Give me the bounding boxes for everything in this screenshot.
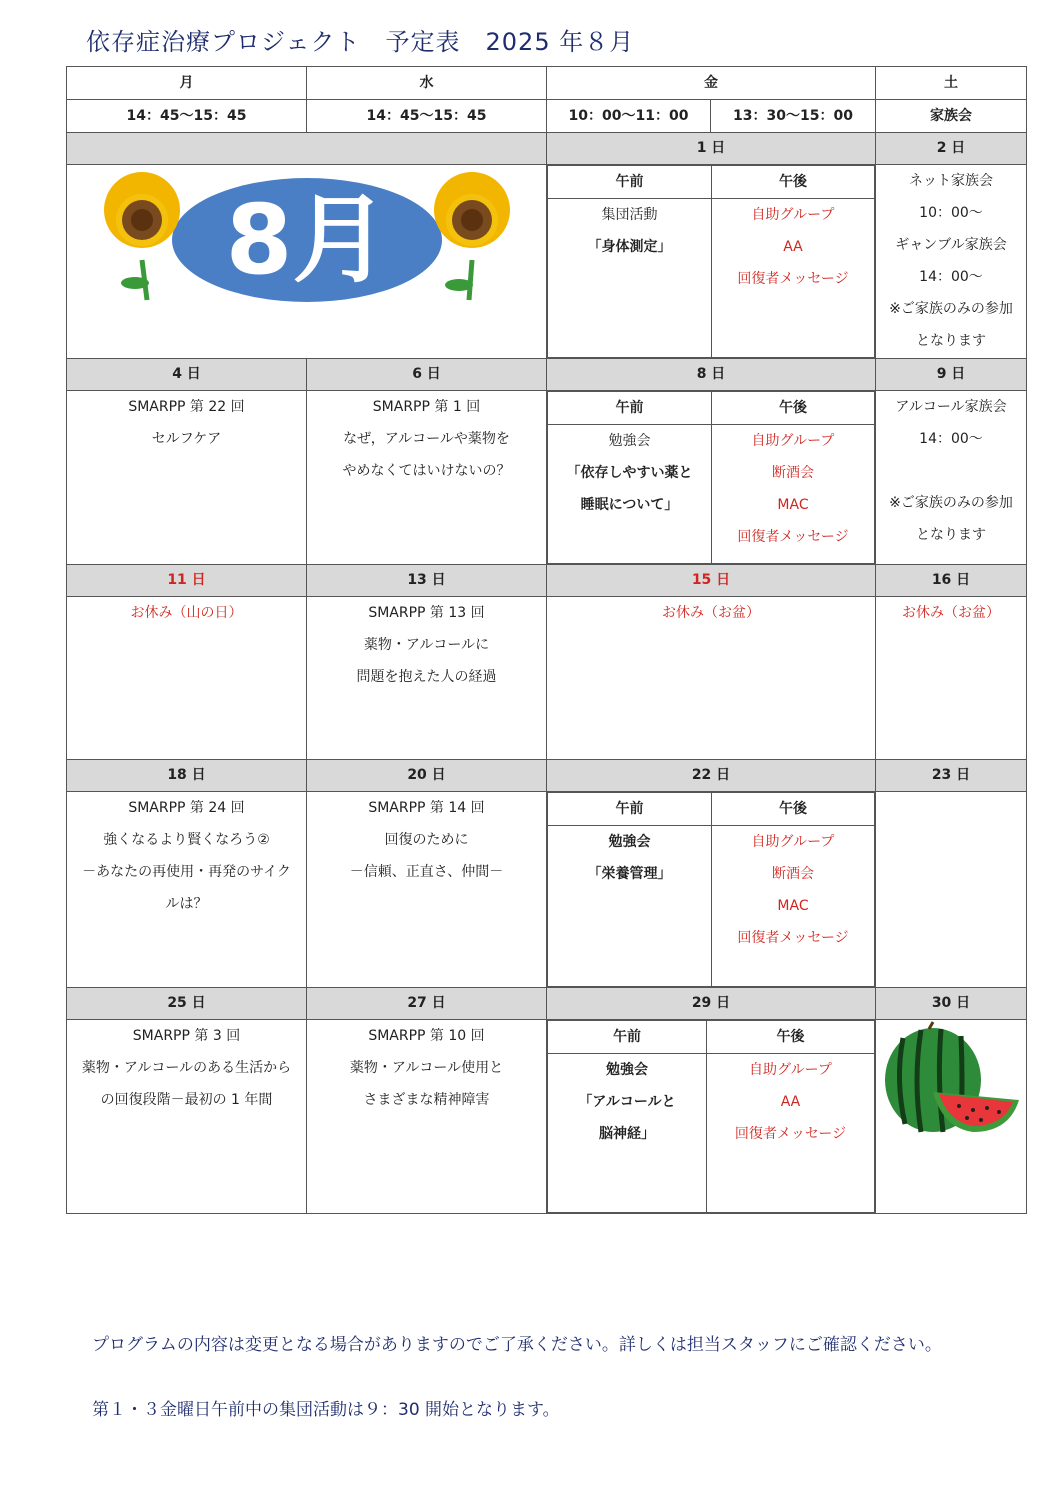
sunflower-august-banner <box>87 165 527 315</box>
sat-line: 14：00～ <box>919 431 983 447</box>
am-line: 脳神経」 <box>599 1126 655 1142</box>
am-line: 「栄養管理」 <box>587 866 672 882</box>
holiday-text: お休み（お盆） <box>662 605 760 621</box>
sat-16-cell <box>876 597 1027 760</box>
col-header-fri: 金 <box>547 67 876 100</box>
fri-29-cell <box>547 1020 876 1214</box>
mon-18-cell <box>67 792 307 988</box>
august-banner-cell <box>67 165 547 359</box>
am-label: 午前 <box>548 1021 707 1054</box>
mon-4-cell <box>67 391 307 565</box>
pm-label: 午後 <box>712 166 875 199</box>
wed-20-cell <box>307 792 547 988</box>
mon-25-cell <box>67 1020 307 1214</box>
wed-line: なぜ，アルコールや薬物を <box>343 431 510 447</box>
sat-30-cell <box>876 1020 1027 1214</box>
wed-line: さまざまな精神障害 <box>363 1092 490 1108</box>
sat-line: ※ご家族のみの参加 <box>889 301 1013 317</box>
col-header-mon: 月 <box>67 67 307 100</box>
am-label: 午前 <box>548 793 712 826</box>
sat-line: 14：00～ <box>919 269 983 285</box>
pm-line: 回復者メッセージ <box>737 930 849 946</box>
am-label: 午前 <box>548 392 712 425</box>
date-mon: 18 日 <box>67 760 307 792</box>
holiday-text: お休み（山の日） <box>130 605 243 621</box>
am-line: 勉強会 <box>608 834 651 850</box>
am-line: 集団活動 <box>601 207 658 223</box>
pm-label: 午後 <box>712 793 875 826</box>
sat-line: ギャンブル家族会 <box>895 237 1007 253</box>
sat-2-cell <box>876 165 1027 359</box>
mon-line: SMARPP 第 3 回 <box>132 1028 241 1044</box>
mon-line: ルは？ <box>165 896 208 912</box>
wed-line: 問題を抱えた人の経過 <box>356 669 497 685</box>
am-label: 午前 <box>548 166 712 199</box>
mon-line: セルフケア <box>151 431 222 447</box>
pm-line: MAC <box>777 898 809 914</box>
wed-line: SMARPP 第 1 回 <box>372 399 481 415</box>
blank-date-cell <box>67 133 547 165</box>
date-fri-holiday: 15 日 <box>547 565 876 597</box>
sat-23-cell <box>876 792 1027 988</box>
wed-line: SMARPP 第 14 回 <box>368 800 485 816</box>
footnote-start-time: 第１・３金曜日午前中の集団活動は９：30 開始となります。 <box>92 1400 560 1420</box>
mon-line: 強くなるより賢くなろう② <box>103 832 270 848</box>
sunflower-left-icon <box>104 172 180 300</box>
date-sat: 9 日 <box>876 359 1027 391</box>
time-fri-am: 10：00～11：00 <box>547 100 711 133</box>
pm-label: 午後 <box>707 1021 875 1054</box>
date-mon: 25 日 <box>67 988 307 1020</box>
date-sat: 2 日 <box>876 133 1027 165</box>
wed-line: SMARPP 第 10 回 <box>368 1028 485 1044</box>
sat-line: アルコール家族会 <box>895 399 1007 415</box>
date-fri: 8 日 <box>547 359 876 391</box>
fri-15-cell <box>547 597 876 760</box>
time-fri-pm: 13：30～15：00 <box>711 100 876 133</box>
time-wed: 14：45～15：45 <box>307 100 547 133</box>
wed-line: SMARPP 第 13 回 <box>368 605 485 621</box>
holiday-text: お休み（お盆） <box>902 605 1000 621</box>
pm-line: 断酒会 <box>772 866 814 882</box>
date-wed: 27 日 <box>307 988 547 1020</box>
sat-spacer <box>876 455 1026 487</box>
date-fri: 29 日 <box>547 988 876 1020</box>
pm-label: 午後 <box>712 392 875 425</box>
date-sat: 16 日 <box>876 565 1027 597</box>
time-sat: 家族会 <box>876 100 1027 133</box>
wed-line: 薬物・アルコールに <box>363 637 490 653</box>
mon-line: の回復段階－最初の 1 年間 <box>100 1092 273 1108</box>
pm-line: 自助グループ <box>749 1062 832 1078</box>
date-fri: 22 日 <box>547 760 876 792</box>
pm-line: 断酒会 <box>772 465 814 481</box>
mon-line: SMARPP 第 24 回 <box>128 800 245 816</box>
time-mon: 14：45～15：45 <box>67 100 307 133</box>
wed-line: 薬物・アルコール使用と <box>349 1060 504 1076</box>
pm-line: 自助グループ <box>751 207 835 223</box>
pm-line: 自助グループ <box>751 433 835 449</box>
sunflower-right-icon <box>434 172 510 300</box>
date-sat: 30 日 <box>876 988 1027 1020</box>
fri-8-cell <box>547 391 876 565</box>
pm-line: 回復者メッセージ <box>737 529 849 545</box>
pm-line: MAC <box>777 497 809 513</box>
watermelon-icon <box>881 1020 1021 1140</box>
wed-27-cell <box>307 1020 547 1214</box>
sat-9-cell <box>876 391 1027 565</box>
am-line: 「アルコールと <box>578 1094 676 1110</box>
date-wed: 6 日 <box>307 359 547 391</box>
pm-line: AA <box>783 239 803 255</box>
sat-line: となります <box>916 333 986 349</box>
mon-line: －あなたの再使用・再発のサイク <box>82 864 291 880</box>
am-line: 勉強会 <box>608 433 651 449</box>
fri-1-cell <box>547 165 876 359</box>
svg-text:8月: 8月 <box>225 184 388 296</box>
date-wed: 13 日 <box>307 565 547 597</box>
schedule-table <box>66 66 1027 1214</box>
pm-line: 回復者メッセージ <box>737 271 849 287</box>
mon-line: 薬物・アルコールのある生活から <box>81 1060 292 1076</box>
sat-line: ネット家族会 <box>909 173 993 189</box>
am-line: 睡眠について」 <box>580 497 679 513</box>
date-mon-holiday: 11 日 <box>67 565 307 597</box>
pm-line: 回復者メッセージ <box>734 1126 847 1142</box>
footnote-change: プログラムの内容は変更となる場合がありますのでご了承ください。詳しくは担当スタッフにご確認ください。 <box>92 1335 942 1355</box>
sat-line: ※ご家族のみの参加 <box>889 495 1013 511</box>
wed-13-cell <box>307 597 547 760</box>
page-title: 依存症治療プロジェクト 予定表 2025 年８月 <box>86 28 635 56</box>
am-line: 勉強会 <box>606 1062 648 1078</box>
sat-line: となります <box>916 527 986 543</box>
wed-6-cell <box>307 391 547 565</box>
am-line: 「身体測定」 <box>587 239 672 255</box>
pm-line: AA <box>780 1094 801 1110</box>
wed-line: やめなくてはいけないの？ <box>342 463 511 479</box>
date-mon: 4 日 <box>67 359 307 391</box>
wed-line: 回復のために <box>384 832 469 848</box>
sat-line: 10：00～ <box>919 205 983 221</box>
date-fri: 1 日 <box>547 133 876 165</box>
date-sat: 23 日 <box>876 760 1027 792</box>
wed-line: －信頼、正直さ、仲間－ <box>349 864 504 880</box>
mon-line: SMARPP 第 22 回 <box>128 399 245 415</box>
date-wed: 20 日 <box>307 760 547 792</box>
mon-11-cell <box>67 597 307 760</box>
am-line: 「依存しやすい薬と <box>566 465 693 481</box>
col-header-wed: 水 <box>307 67 547 100</box>
fri-22-cell <box>547 792 876 988</box>
pm-line: 自助グループ <box>751 834 835 850</box>
col-header-sat: 土 <box>876 67 1027 100</box>
